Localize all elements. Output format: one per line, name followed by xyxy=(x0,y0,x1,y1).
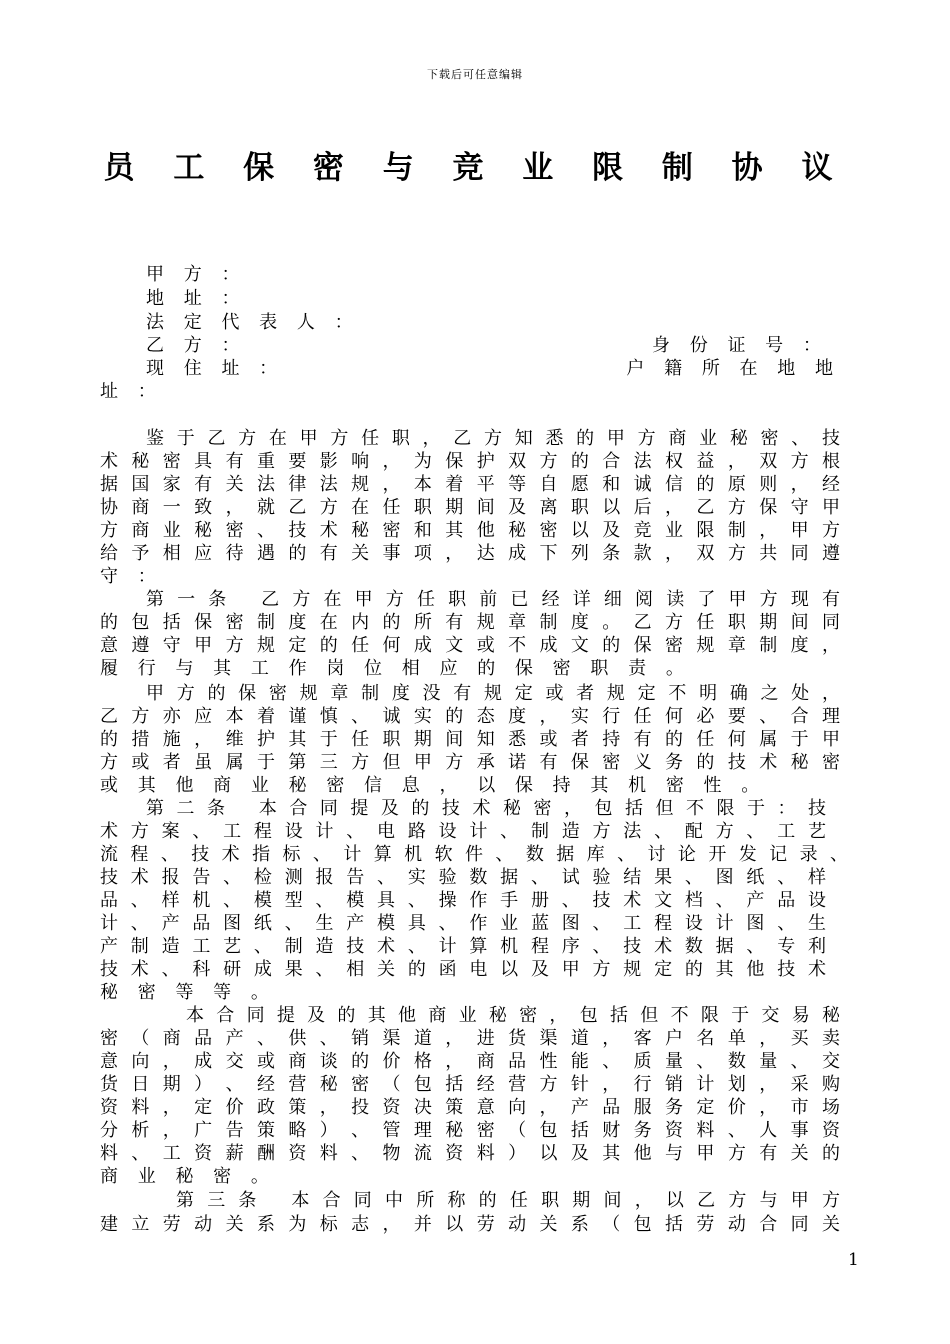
body-line: 商 业 秘 密 。 xyxy=(100,1166,276,1187)
body-line: 品 、 样 机 、 模 型 、 模 具 、 操 作 手 册 、 技 术 文 档 、 产 品 设 xyxy=(100,890,826,911)
body-line: 意 向 ， 成 交 或 商 谈 的 价 格 ， 商 品 性 能 、 质 量 、 数 量 、 交 xyxy=(100,1051,840,1072)
household-registration-continued: 址 ： xyxy=(100,381,163,402)
body-line: 产 制 造 工 艺 、 制 造 技 术 、 计 算 机 程 序 、 技 术 数 据 、 专 利 xyxy=(100,936,826,957)
body-line: 的 措 施 ， 维 护 其 于 任 职 期 间 知 悉 或 者 持 有 的 任 何 属 于 甲 xyxy=(100,729,840,750)
body-line: 料 、 工 资 薪 酬 资 料 、 物 流 资 料 ） 以 及 其 他 与 甲 方 有 关 的 xyxy=(100,1143,840,1164)
body-line: 方 或 者 虽 属 于 第 三 方 但 甲 方 承 诺 有 保 密 义 务 的 技 术 秘 密 xyxy=(100,752,840,773)
body-line: 货 日 期 ） 、 经 营 秘 密 （ 包 括 经 营 方 针 ， 行 销 计 划 ， 采 购 xyxy=(100,1074,840,1095)
body-line: 建 立 劳 动 关 系 为 标 志 ， 并 以 劳 动 关 系 （ 包 括 劳 动 合 同 关 xyxy=(100,1214,840,1235)
page-number: 1 xyxy=(848,1250,859,1270)
body-line: 计 、 产 品 图 纸 、 生 产 模 具 、 作 业 蓝 图 、 工 程 设 计 图 、 生 xyxy=(100,913,826,934)
body-line: 鉴 于 乙 方 在 甲 方 任 职 ， 乙 方 知 悉 的 甲 方 商 业 秘 密 、 技 xyxy=(146,428,840,449)
body-line: 技 术 、 科 研 成 果 、 相 关 的 函 电 以 及 甲 方 规 定 的 其 他 技 术 xyxy=(100,959,826,980)
body-line: 术 秘 密 具 有 重 要 影 响 ， 为 保 护 双 方 的 合 法 权 益 ， 双 方 根 xyxy=(100,451,840,472)
current-address-label: 现 住 址 ： xyxy=(146,358,285,379)
document-title: 员 工 保 密 与 竞 业 限 制 协 议 xyxy=(103,150,847,186)
body-line: 技 术 报 告 、 检 测 报 告 、 实 验 数 据 、 试 验 结 果 、 图 纸 、 样 xyxy=(100,867,826,888)
body-line: 资 料 ， 定 价 政 策 ， 投 资 决 策 意 向 ， 产 品 服 务 定 价 ， 市 场 xyxy=(100,1097,840,1118)
party-b-row xyxy=(100,334,840,357)
body-line: 据 国 家 有 关 法 律 法 规 ， 本 着 平 等 自 愿 和 诚 信 的 原 则 ， 经 xyxy=(100,474,840,495)
body-line: 术 方 案 、 工 程 设 计 、 电 路 设 计 、 制 造 方 法 、 配 方 、 工 艺 xyxy=(100,821,826,842)
body-line: 协 商 一 致 ， 就 乙 方 在 任 职 期 间 及 离 职 以 后 ， 乙 方 保 守 甲 xyxy=(100,497,840,518)
party-b-label: 乙 方 ： xyxy=(146,335,247,356)
body-line: 分 析 ， 广 告 策 略 ） 、 管 理 秘 密 （ 包 括 财 务 资 料 、 人 事 资 xyxy=(100,1120,840,1141)
body-line: 乙 方 亦 应 本 着 谨 慎 、 诚 实 的 态 度 ， 实 行 任 何 必 要 、 合 理 xyxy=(100,706,840,727)
body-line: 守 ： xyxy=(100,566,163,587)
current-address-row xyxy=(100,357,840,380)
body-line: 秘 密 等 等 。 xyxy=(100,982,276,1003)
body-line: 给 予 相 应 待 遇 的 有 关 事 项 ， 达 成 下 列 条 款 ， 双 方 共 同 遵 xyxy=(100,543,840,564)
body-line: 的 包 括 保 密 制 度 在 内 的 所 有 规 章 制 度 。 乙 方 任 职 期 间 同 xyxy=(100,612,840,633)
body-line: 方 商 业 秘 密 、 技 术 秘 密 和 其 他 秘 密 以 及 竞 业 限 制 ， 甲 方 xyxy=(100,520,840,541)
party-a-label: 甲 方 ： xyxy=(146,264,247,285)
body-line: 流 程 、 技 术 指 标 、 计 算 机 软 件 、 数 据 库 、 讨 论 开 发 记 录 、 xyxy=(100,844,848,865)
body-line: 或 其 他 商 业 秘 密 信 息 ， 以 保 持 其 机 密 性 。 xyxy=(100,775,767,796)
body-line: 本 合 同 提 及 的 其 他 商 业 秘 密 ， 包 括 但 不 限 于 交 易 秘 xyxy=(186,1005,840,1026)
legal-representative-label: 法 定 代 表 人 ： xyxy=(146,312,360,333)
body-line: 意 遵 守 甲 方 规 定 的 任 何 成 文 或 不 成 文 的 保 密 规 章 制 度 ， xyxy=(100,635,840,656)
article-2-line: 第 二 条 本 合 同 提 及 的 技 术 秘 密 ， 包 括 但 不 限 于 ： 技 xyxy=(146,798,826,819)
body-line: 甲 方 的 保 密 规 章 制 度 没 有 规 定 或 者 规 定 不 明 确 之 处 ， xyxy=(146,683,840,704)
page-header-note: 下载后可任意编辑 xyxy=(427,68,523,81)
household-registration-label: 户 籍 所 在 地 地 xyxy=(626,358,840,379)
address-label: 地 址 ： xyxy=(146,288,247,309)
body-line: 履 行 与 其 工 作 岗 位 相 应 的 保 密 职 责 。 xyxy=(100,658,691,679)
article-1-line: 第 一 条 乙 方 在 甲 方 任 职 前 已 经 详 细 阅 读 了 甲 方 现 有 xyxy=(146,589,840,610)
id-number-label: 身 份 证 号 ： xyxy=(652,335,828,356)
body-line: 密 （ 商 品 产 、 供 、 销 渠 道 ， 进 货 渠 道 ， 客 户 名 单 ， 买 卖 xyxy=(100,1028,840,1049)
article-3-line: 第 三 条 本 合 同 中 所 称 的 任 职 期 间 ， 以 乙 方 与 甲 方 xyxy=(176,1190,840,1211)
